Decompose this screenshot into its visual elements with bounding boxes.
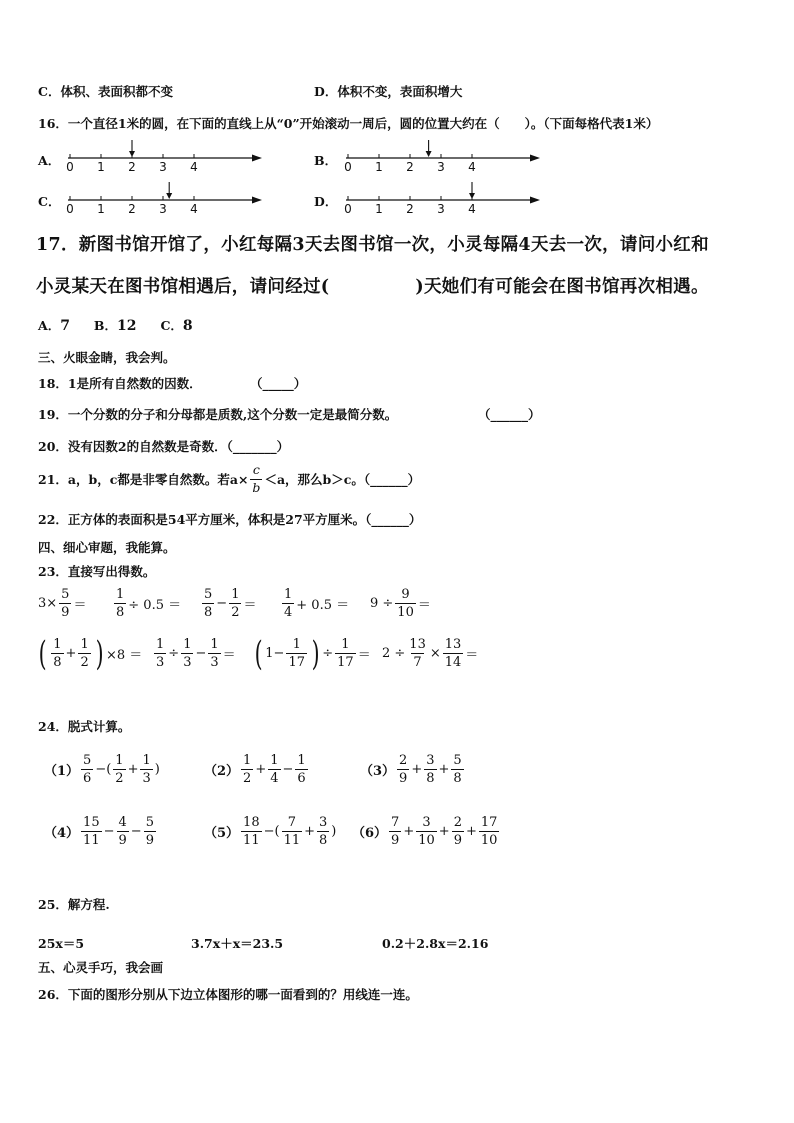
q17-options (38, 316, 193, 334)
q23-e7-op2: − (195, 646, 207, 661)
q24-p6-op1: + (403, 824, 415, 839)
q24-p1-n1: 5 (83, 753, 92, 768)
q24-p4-d1: 11 (83, 833, 100, 848)
q23-e3-den2: 2 (231, 605, 240, 620)
q23-expr-8: ( 1− $\frac{1}{17}$ ) ÷ $\frac{1}{17}$ ＝ (254, 633, 371, 674)
q23-e8-den2: 17 (337, 655, 354, 670)
q24-p2-label: （2） (204, 764, 240, 779)
q23-e3-den1: 8 (204, 605, 213, 620)
q23-e4-b: + 0.5 ＝ (296, 598, 350, 613)
position-arrow-head (166, 193, 172, 199)
q23-e1-a: 3× (38, 596, 58, 611)
q25-eq1: 25x＝5 (38, 936, 85, 951)
q24-p1-op: + (127, 762, 139, 777)
q24-p6-d3: 9 (453, 833, 462, 848)
q24-problem-2 (204, 754, 310, 785)
q21-post: ＜a，那么b＞c。（______） (264, 472, 421, 487)
q24-p1-d3: 3 (142, 771, 151, 786)
q24-p6-n2: 3 (422, 815, 431, 830)
numberline-arrowhead (252, 155, 262, 162)
q17-opt-c-label: C． (160, 318, 183, 333)
q23-e3-op: − (216, 596, 228, 611)
q24-p2-n3: 1 (297, 753, 306, 768)
q16-label-a: A． (38, 153, 61, 168)
q24-p3-n2: 3 (426, 753, 435, 768)
q17-opt-a-label: A． (38, 318, 61, 333)
q23-e5-den: 10 (397, 605, 414, 620)
q20-text: 20．没有因数2的自然数是奇数．（_______） (38, 439, 290, 454)
q23-e7-b: ＝ (222, 648, 236, 663)
q23-e3-num1: 5 (204, 587, 213, 602)
numberline-tick-label: 3 (159, 160, 167, 174)
q23-e6-b: ×8 ＝ (106, 648, 143, 663)
q18-text: 18．1是所有自然数的因数． (38, 376, 202, 391)
q24-p4-d3: 9 (145, 833, 154, 848)
q16-label-b: B． (314, 153, 338, 168)
q23-e1-num: 5 (61, 587, 70, 602)
q24-p6-d1: 9 (391, 833, 400, 848)
q24-p5-label: （5） (204, 826, 240, 841)
q24-p1-m: −( (95, 762, 112, 777)
position-arrow-head (129, 151, 135, 157)
q23-expr-1 (38, 588, 86, 619)
q24-p6-n1: 7 (391, 815, 400, 830)
q23-e8-op: ÷ (322, 646, 334, 661)
q16-numberline-a (62, 138, 262, 174)
q23-e7-op1: ÷ (168, 646, 180, 661)
q24-p2-d1: 2 (243, 771, 252, 786)
q16-label-d: D． (314, 194, 338, 209)
q17-opt-a-value: 7 (60, 318, 70, 334)
q24-p6-n4: 17 (480, 815, 498, 830)
q23-expr-3 (200, 588, 256, 619)
q23-e5-a: 9 ÷ (370, 596, 394, 611)
numberline-tick-label: 2 (128, 202, 136, 216)
q23-expr-2 (112, 588, 181, 619)
q23-e7-num2: 1 (183, 637, 192, 652)
q23-e6-den2: 2 (80, 655, 89, 670)
q24-p5-d2: 11 (283, 833, 301, 848)
q24-p4-label: （4） (44, 826, 80, 841)
q23-e6-op: + (65, 646, 77, 661)
q23-expr-5 (370, 588, 431, 619)
q23-e3-num2: 1 (231, 587, 240, 602)
q18-blank[interactable]: （_____） (250, 376, 307, 391)
q23-e5-num: 9 (401, 587, 410, 602)
section4-heading: 四、细心审题，我能算。 (38, 540, 176, 555)
q16-numberline-d (340, 180, 540, 216)
position-arrow-head (469, 193, 475, 199)
q23-e8-b: ＝ (357, 648, 371, 663)
q23-e1-den: 9 (61, 605, 70, 620)
q21-pre: 21．a，b，c都是非零自然数。若a× (38, 472, 249, 487)
q17-opt-c-value: 8 (182, 318, 193, 334)
q24-problem-1 (44, 754, 160, 785)
q23-e7-num1: 1 (156, 637, 165, 652)
q24-problem-3 (360, 754, 466, 785)
q24-p3-d1: 9 (399, 771, 408, 786)
q16-stem: 16．一个直径1米的圆，在下面的直线上从“0”开始滚动一周后，圆的位置大约在（ ）。（下面每格代表1米） (38, 116, 659, 131)
numberline-tick-label: 3 (437, 160, 445, 174)
q24-p2-n2: 1 (270, 753, 279, 768)
q24-p2-d3: 6 (297, 771, 306, 786)
q23-e7-den2: 3 (183, 655, 192, 670)
numberline-arrowhead (530, 197, 540, 204)
q24-p3-d3: 8 (453, 771, 462, 786)
q17-line2-b: )天她们有可能会在图书馆再次相遇。 (415, 277, 709, 297)
q24-problem-5 (204, 816, 336, 847)
section3-heading: 三、火眼金睛，我会判。 (38, 350, 176, 365)
numberline-tick-label: 2 (406, 160, 414, 174)
q24-p3-n1: 2 (399, 753, 408, 768)
q23-e3-b: ＝ (243, 598, 257, 613)
q15-option-c: C．体积、表面积都不变 (38, 84, 173, 99)
q23-stem: 23．直接写出得数。 (38, 564, 156, 579)
q21-fraction (250, 464, 262, 494)
q24-p2-op1: + (255, 762, 267, 777)
q23-e6-num2: 1 (80, 637, 89, 652)
numberline-tick-label: 0 (66, 202, 74, 216)
numberline-tick-label: 4 (190, 160, 198, 174)
q24-p5-d3: 8 (319, 833, 328, 848)
section5-heading: 五、心灵手巧，我会画 (38, 960, 164, 975)
numberline-tick-label: 0 (344, 202, 352, 216)
q17-line2 (36, 273, 709, 298)
numberline-tick-label: 0 (344, 160, 352, 174)
q23-expr-7 (152, 638, 236, 669)
q23-e6-num1: 1 (53, 637, 62, 652)
q23-e4-num: 1 (284, 587, 293, 602)
q24-p6-op2: + (438, 824, 450, 839)
numberline-arrowhead (530, 155, 540, 162)
q26-text: 26．下面的图形分别从下边立体图形的哪一面看到的？用线连一连。 (38, 987, 418, 1002)
q24-p5-m: −( (263, 824, 280, 839)
q24-p6-d4: 10 (480, 833, 498, 848)
q24-p3-n3: 5 (453, 753, 462, 768)
q23-e8-a: 1− (265, 646, 285, 661)
q23-e9-num1: 13 (409, 637, 426, 652)
numberline-tick-label: 2 (128, 160, 136, 174)
q23-e1-b: ＝ (73, 598, 87, 613)
q24-p4-n3: 5 (145, 815, 154, 830)
q24-p3-op1: + (411, 762, 423, 777)
q24-p5-op: + (304, 824, 316, 839)
q24-problem-4 (44, 816, 158, 847)
q24-p3-label: （3） (360, 764, 396, 779)
q23-e9-num2: 13 (444, 637, 462, 652)
numberline-tick-label: 4 (190, 202, 198, 216)
q24-p1-e: ) (154, 762, 160, 777)
q24-p5-n1: 18 (243, 815, 260, 830)
numberline-tick-label: 0 (66, 160, 74, 174)
q21-num: c (252, 462, 260, 477)
q22-text: 22．正方体的表面积是54平方厘米，体积是27平方厘米。（______） (38, 512, 422, 527)
q24-p2-n1: 1 (243, 753, 252, 768)
q23-e8-den1: 17 (288, 655, 305, 670)
q24-p6-d2: 10 (418, 833, 435, 848)
q24-p4-n2: 4 (118, 815, 127, 830)
numberline-tick-label: 1 (97, 160, 105, 174)
q24-p6-op3: + (465, 824, 477, 839)
q23-expr-4 (280, 588, 349, 619)
q23-e7-den1: 3 (156, 655, 165, 670)
numberline-tick-label: 4 (468, 160, 476, 174)
q23-e2-b: ÷ 0.5 ＝ (128, 598, 182, 613)
q24-p6-label: （6） (352, 826, 388, 841)
q19-blank[interactable]: （______） (478, 407, 541, 422)
numberline-tick-label: 3 (437, 202, 445, 216)
position-arrow-head (426, 151, 432, 157)
q23-e2-den: 8 (116, 605, 125, 620)
q23-e9-a: 2 ÷ (382, 646, 406, 661)
numberline-arrowhead (252, 197, 262, 204)
q16-numberline-b (340, 138, 540, 174)
q23-e6-den1: 8 (53, 655, 62, 670)
q23-e9-den1: 7 (413, 655, 422, 670)
q24-p5-d1: 11 (243, 833, 260, 848)
q24-p2-d2: 4 (270, 771, 279, 786)
q24-p5-e: ) (331, 824, 337, 839)
q16-label-c: C． (38, 194, 61, 209)
q23-expr-9 (382, 638, 478, 669)
q24-p5-n3: 3 (319, 815, 328, 830)
q23-e9-op: × (429, 646, 441, 661)
q24-stem: 24．脱式计算。 (38, 719, 131, 734)
q17-line2-a: 小灵某天在图书馆相遇后，请问经过( (36, 277, 330, 297)
numberline-tick-label: 4 (468, 202, 476, 216)
q17-opt-b-label: B． (93, 318, 117, 333)
q24-p1-d1: 6 (83, 771, 92, 786)
q23-e8-num1: 1 (292, 637, 301, 652)
q25-stem: 25．解方程. (38, 897, 110, 912)
numberline-tick-label: 1 (375, 202, 383, 216)
q24-p1-d2: 2 (115, 771, 124, 786)
q23-e7-den3: 3 (210, 655, 219, 670)
q23-e9-b: ＝ (465, 648, 479, 663)
q21-den: b (252, 479, 261, 495)
q25-eq2: 3.7x＋x＝23.5 (191, 936, 284, 951)
q16-numberline-c (62, 180, 262, 216)
q24-p4-op2: − (130, 824, 142, 839)
q23-e4-den: 4 (284, 605, 293, 620)
q24-p3-d2: 8 (426, 771, 435, 786)
numberline-tick-label: 3 (159, 202, 167, 216)
q24-p4-op1: − (103, 824, 115, 839)
q23-e9-den2: 14 (444, 655, 462, 670)
q15-option-d: D．体积不变，表面积增大 (314, 84, 463, 99)
q24-p4-d2: 9 (118, 833, 127, 848)
numberline-tick-label: 1 (97, 202, 105, 216)
q24-problem-6 (352, 816, 501, 847)
q19-text: 19．一个分数的分子和分母都是质数,这个分数一定是最简分数。 (38, 407, 398, 422)
q17-line1: 17．新图书馆开馆了，小红每隔3天去图书馆一次，小灵每隔4天去一次，请问小红和 (36, 235, 709, 255)
q17-opt-b-value: 12 (117, 318, 137, 334)
q24-p1-n3: 1 (142, 753, 151, 768)
q24-p4-n1: 15 (83, 815, 100, 830)
q21 (38, 464, 420, 494)
q25-eq3: 0.2＋2.8x＝2.16 (382, 936, 489, 951)
q24-p1-label: （1） (44, 764, 80, 779)
q23-e2-num: 1 (116, 587, 125, 602)
q23-e5-b: ＝ (417, 598, 431, 613)
q23-expr-6: ( $\frac{1}{8}$ + $\frac{1}{2}$ ) ×8 ＝ (38, 633, 143, 674)
numberline-tick-label: 1 (375, 160, 383, 174)
q24-p3-op2: + (438, 762, 450, 777)
q24-p6-n3: 2 (453, 815, 462, 830)
q24-p5-n2: 7 (287, 815, 296, 830)
q23-e8-num2: 1 (341, 637, 350, 652)
q24-p1-n2: 1 (115, 753, 124, 768)
q23-e7-num3: 1 (210, 637, 219, 652)
numberline-tick-label: 2 (406, 202, 414, 216)
q24-p2-op2: − (282, 762, 294, 777)
